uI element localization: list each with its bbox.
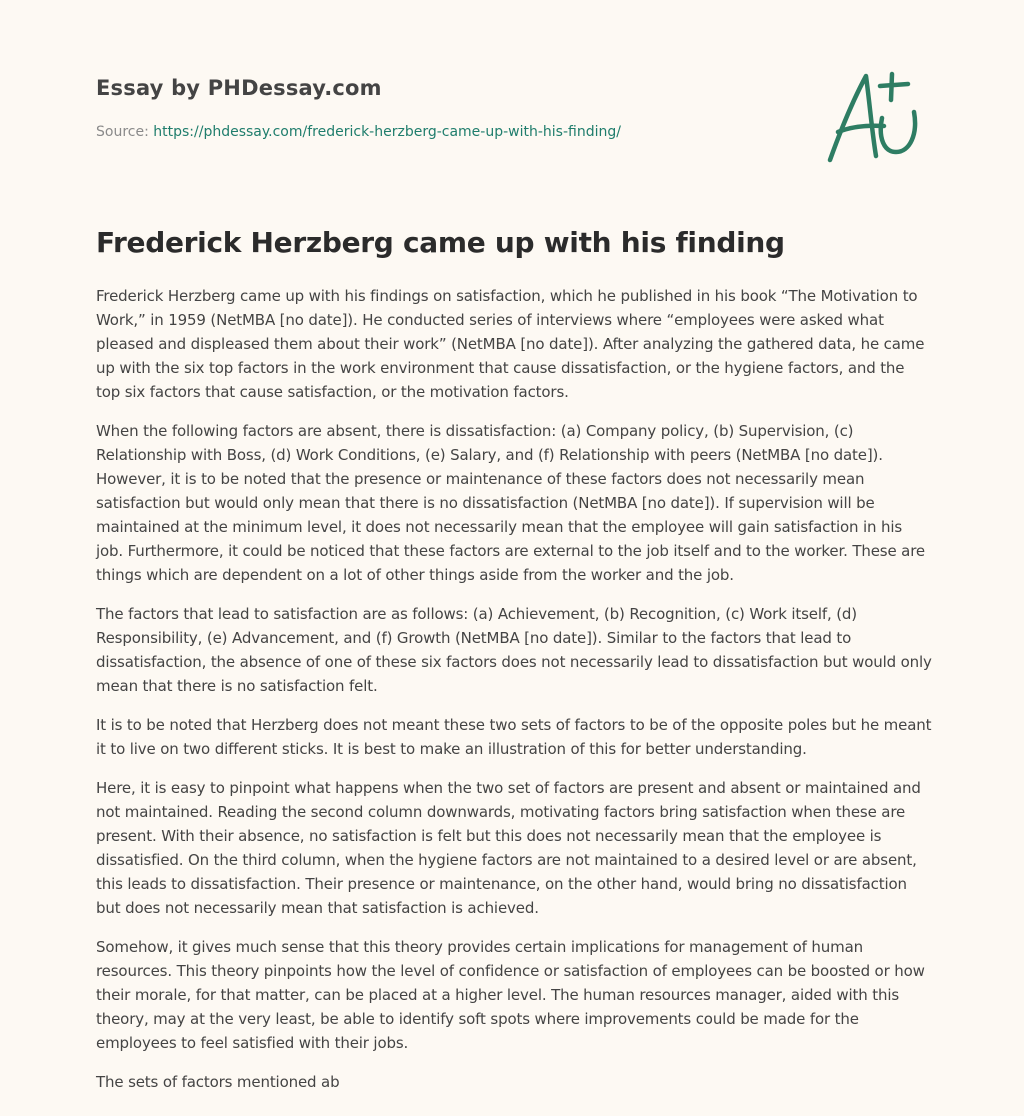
essay-body <box>96 284 932 1109</box>
site-title: Essay by PHDessay.com <box>96 76 382 100</box>
source-link[interactable]: https://phdessay.com/frederick-herzberg-came-up-with-his-finding/ <box>153 124 621 140</box>
essay-paragraph: When the following factors are absent, there is dissatisfaction: (a) Company policy, (b) Supervision, (c) Relationship with Boss, (d) Work Conditions, (e) Salary, and (f) Relationship with peers (NetMBA [no date]). However, it is to be noted that the presence or maintenance of these factors does not necessarily mean satisfaction but would only mean that there is no dissatisfaction (NetMBA [no date]). If supervision will be maintained at the minimum level, it does not necessarily mean that the employee will gain satisfaction in his job. Furthermore, it could be noticed that these factors are external to the job itself and to the worker. These are things which are dependent on a lot of other things aside from the worker and the job. <box>96 422 925 584</box>
source-line <box>96 124 621 140</box>
essay-paragraph: Somehow, it gives much sense that this theory provides certain implications for management of human resources. This theory pinpoints how the level of confidence or satisfaction of employees can be boosted or how their morale, for that matter, can be placed at a higher level. The human resources manager, aided with this theory, may at the very least, be able to identify soft spots where improvements could be made for the employees to feel satisfied with their jobs. <box>96 938 925 1052</box>
essay-title: Frederick Herzberg came up with his finding <box>96 226 785 259</box>
source-label: Source: <box>96 124 154 140</box>
essay-paragraph: It is to be noted that Herzberg does not meant these two sets of factors to be of the opposite poles but he meant it to live on two different sticks. It is best to make an illustration of this for better understanding. <box>96 716 932 758</box>
essay-paragraph: The factors that lead to satisfaction are as follows: (a) Achievement, (b) Recognition, (c) Work itself, (d) Responsibility, (e) Advancement, and (f) Growth (NetMBA [no date]). Similar to the factors that lead to dissatisfaction, the absence of one of these six factors does not necessarily lead to dissatisfaction but would only mean that there is no satisfaction felt. <box>96 605 932 695</box>
essay-paragraph: Frederick Herzberg came up with his findings on satisfaction, which he published in his book “The Motivation to Work,” in 1959 (NetMBA [no date]). He conducted series of interviews where “employees were asked what pleased and displeased them about their work” (NetMBA [no date]). After analyzing the gathered data, he came up with the six top factors in the work environment that cause dissatisfaction, or the hygiene factors, and the top six factors that cause satisfaction, or the motivation factors. <box>96 287 925 401</box>
essay-paragraph-truncated: The sets of factors mentioned ab <box>96 1073 340 1091</box>
essay-paragraph: Here, it is easy to pinpoint what happens when the two set of factors are present and absent or maintained and not maintained. Reading the second column downwards, motivating factors bring satisfaction when these are present. With their absence, no satisfaction is felt but this does not necessarily mean that the employee is dissatisfied. On the third column, when the hygiene factors are not maintained to a desired level or are absent, this leads to dissatisfaction. Their presence or maintenance, on the other hand, would bring no dissatisfaction but does not necessarily mean that satisfaction is achieved. <box>96 779 921 917</box>
a-plus-grade-logo <box>820 66 930 166</box>
